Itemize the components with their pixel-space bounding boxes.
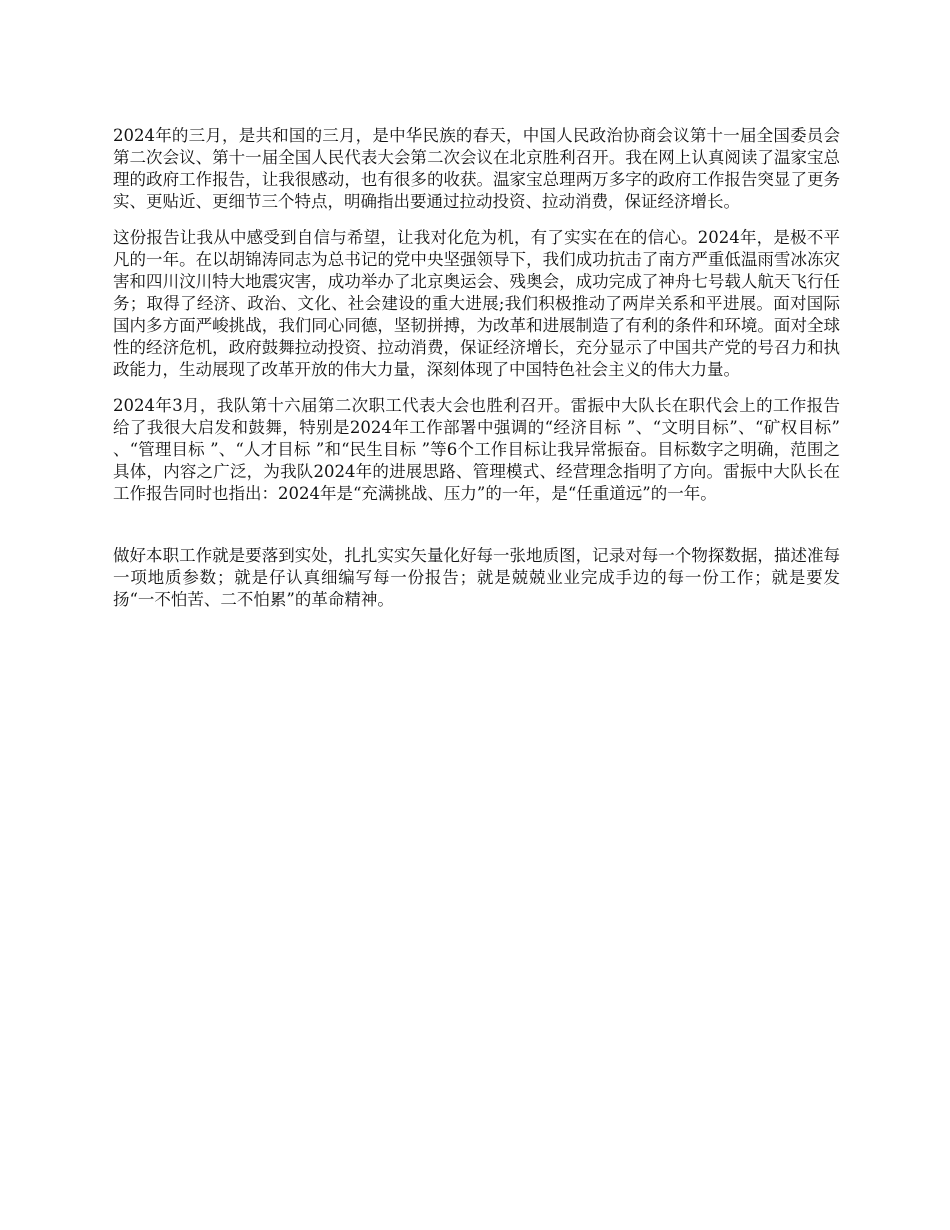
paragraph-2: 这份报告让我从中感受到自信与希望，让我对化危为机，有了实实在在的信心。2024年，是极不平凡的一年。在以胡锦涛同志为总书记的党中央坚强领导下，我们成功抗击了南方严重低温雨雪冰冻灾害和四川汶川特大地震灾害，成功举办了北京奥运会、残奥会，成功完成了神舟七号载人航天飞行任务；取得了经济、政治、文化、社会建设的重大进展;我们积极推动了两岸关系和平进展。面对国际国内多方面严峻挑战，我们同心同德，坚韧拼搏，为改革和进展制造了有利的条件和环境。面对全球性的经济危机，政府鼓舞拉动投资、拉动消费，保证经济增长，充分显示了中国共产党的号召力和执政能力，生动展现了改革开放的伟大力量，深刻体现了中国特色社会主义的伟大力量。 [113,228,840,379]
document-body [113,125,840,625]
paragraph-1: 2024年的三月，是共和国的三月，是中华民族的春天，中国人民政治协商会议第十一届全国委员会第二次会议、第十一届全国人民代表大会第二次会议在北京胜利召开。我在网上认真阅读了温家宝总理的政府工作报告，让我很感动，也有很多的收获。温家宝总理两万多字的政府工作报告突显了更务实、更贴近、更细节三个特点，明确指出要通过拉动投资、拉动消费，保证经济增长。 [113,126,840,211]
paragraph-4: 做好本职工作就是要落到实处，扎扎实实矢量化好每一张地质图，记录对每一个物探数据，描述准每一项地质参数；就是仔认真细编写每一份报告；就是兢兢业业完成手边的每一份工作；就是要发扬“一不怕苦、二不怕累”的革命精神。 [113,546,840,609]
paragraph-3: 2024年3月，我队第十六届第二次职工代表大会也胜利召开。雷振中大队长在职代会上的工作报告给了我很大启发和鼓舞，特别是2024年工作部署中强调的“经济目标 ”、“文明目标”、“矿权目标” 、“管理目标 ”、“人才目标 ”和“民生目标 ”等6个工作目标让我异常振奋。目标数字之明确，范围之具体，内容之广泛，为我队2024年的进展思路、管理模式、经营理念指明了方向。雷振中大队长在工作报告同时也指出：2024年是“充满挑战、压力”的一年，是“任重道远”的一年。 [113,396,840,503]
paragraph-spacer [113,519,840,545]
